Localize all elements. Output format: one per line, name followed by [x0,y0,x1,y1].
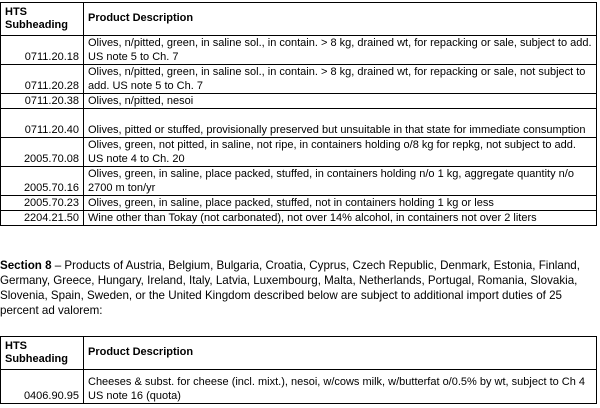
hts-code: 0711.20.38 [1,94,84,109]
table-row [1,370,597,404]
hts-code: 2204.21.50 [1,211,84,226]
hts-table-2 [0,336,597,404]
header-hts-subheading: HTS Subheading [1,3,84,36]
table-row [1,65,597,94]
hts-table-1 [0,2,597,226]
section-8-text: – Products of Austria, Belgium, Bulgaria, Croatia, Cyprus, Czech Republic, Denmark, Estonia, Finland, Germany, Greece, Hungary, Ireland, Italy, Latvia, Luxembourg, Malta, Netherlands, Portugal, Romania, Slovakia, Slovenia, Spain, Sweden, or the United Kingdom described below are subject to additional import duties of 25 percent ad valorem: [0,259,580,317]
table-row [1,109,597,138]
product-description: Olives, n/pitted, green, in saline sol., in contain. > 8 kg, drained wt, for repacking or sale, subject to add. US note 5 to Ch. 7 [84,36,597,65]
product-description: Cheeses & subst. for cheese (incl. mixt.), nesoi, w/cows milk, w/butterfat o/0.5% by wt, subject to Ch 4 US note 16 (quota) [84,370,597,404]
product-description: Olives, n/pitted, nesoi [84,94,597,109]
product-description: Olives, green, in saline, place packed, stuffed, in containers holding n/o 1 kg, aggregate quantity n/o 2700 m ton/yr [84,167,597,196]
product-description: Wine other than Tokay (not carbonated), not over 14% alcohol, in containers not over 2 liters [84,211,597,226]
product-description: Olives, green, not pitted, in saline, not ripe, in containers holding o/8 kg for repkg, not subject to add. US note 4 to Ch. 20 [84,138,597,167]
table-row [1,167,597,196]
product-description: Olives, pitted or stuffed, provisionally preserved but unsuitable in that state for immediate consumption [84,109,597,138]
header-hts-subheading: HTS Subheading [1,337,84,370]
hts-code: 2005.70.23 [1,196,84,211]
table-row [1,94,597,109]
hts-code: 0711.20.28 [1,65,84,94]
hts-code: 0711.20.18 [1,36,84,65]
table-row [1,138,597,167]
header-product-description: Product Description [84,337,597,370]
hts-code: 0711.20.40 [1,109,84,138]
hts-code: 2005.70.08 [1,138,84,167]
product-description: Olives, n/pitted, green, in saline sol., in contain. > 8 kg, drained wt, for repacking or sale, not subject to add. US note 5 to Ch. 7 [84,65,597,94]
table-row [1,196,597,211]
table-row [1,36,597,65]
hts-code: 0406.90.95 [1,370,84,404]
table-header-row [1,3,597,36]
header-product-description: Product Description [84,3,597,36]
section-8-paragraph [0,258,596,318]
section-8-title: Section 8 [0,259,52,272]
table-header-row [1,337,597,370]
product-description: Olives, green, in saline, place packed, stuffed, not in containers holding 1 kg or less [84,196,597,211]
hts-code: 2005.70.16 [1,167,84,196]
table-row [1,211,597,226]
